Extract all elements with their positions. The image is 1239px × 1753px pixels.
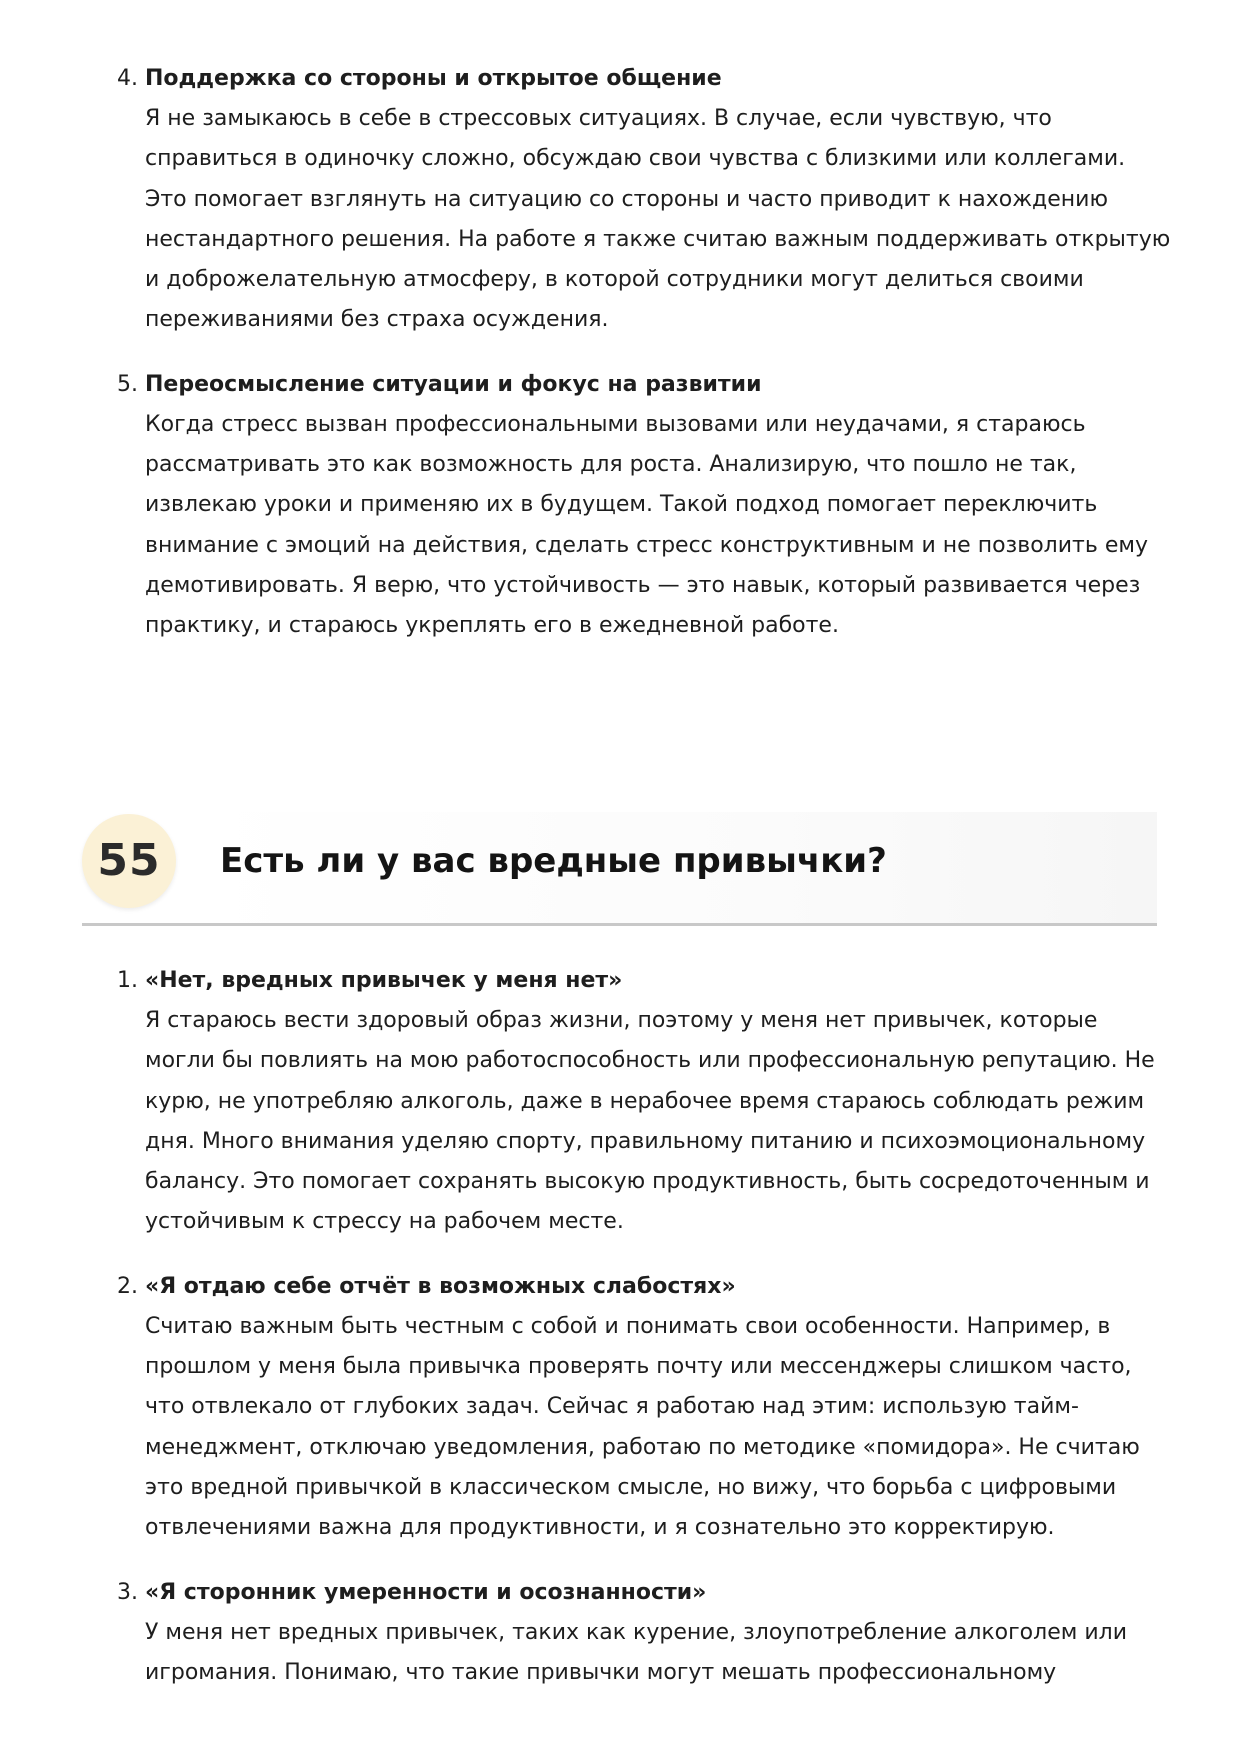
item-number: 5. [117,371,138,397]
item-number: 2. [117,1273,138,1299]
text-line: Когда стресс вызван профессиональными вызовами или неудачами, я стараюсь [145,411,1086,437]
text-line: переживаниями без страха осуждения. [145,307,609,333]
item-title: Переосмысление ситуации и фокус на развитии [145,371,762,397]
text-line: менеджмент, отключаю уведомления, работаю по методике «помидора». Не считаю [145,1434,1140,1460]
text-line: Считаю важным быть честным с собой и понимать свои особенности. Например, в [145,1313,1111,1339]
item-body [145,99,1179,341]
text-line: курю, не употребляю алкоголь, даже в нерабочее время стараюсь соблюдать режим [145,1088,1145,1114]
text-line: Я стараюсь вести здоровый образ жизни, поэтому у меня нет привычек, которые [145,1008,1098,1033]
item-title: «Нет, вредных привычек у меня нет» [145,968,623,993]
text-line: что отвлекало от глубоких задач. Сейчас я работаю над этим: использую тайм- [145,1394,1079,1420]
text-line: нестандартного решения. На работе я также считаю важным поддерживать открытую [145,226,1171,252]
text-line: извлекаю уроки и применяю их в будущем. Такой подход помогает переключить [145,492,1098,518]
item-title: Поддержка со стороны и открытое общение [145,66,722,91]
item-body [145,1001,1179,1243]
question-title: Есть ли у вас вредные привычки? [220,841,887,881]
item-title: «Я сторонник умеренности и осознанности» [145,1579,707,1605]
text-line: прошлом у меня была привычка проверять почту или мессенджеры слишком часто, [145,1354,1132,1380]
text-line: внимание с эмоций на действия, сделать стресс конструктивным и не позволить ему [145,532,1148,558]
text-line: и доброжелательную атмосферу, в которой сотрудники могут делиться своими [145,267,1084,293]
text-line: справиться в одиночку сложно, обсуждаю свои чувства с близкими или коллегами. [145,146,1126,172]
text-line: практику, и стараюсь укреплять его в ежедневной работе. [145,613,839,639]
text-line: демотивировать. Я верю, что устойчивость — это навык, который развивается через [145,572,1141,598]
answer-list [0,961,1239,1693]
item-title: «Я отдаю себе отчёт в возможных слабостях» [145,1273,736,1299]
previous-answer-list [0,59,1239,647]
text-line: рассматривать это как возможность для роста. Анализирую, что пошло не так, [145,452,1077,478]
item-body [145,1307,1179,1549]
list-item [0,961,1239,1243]
item-number: 3. [117,1579,138,1605]
text-line: игромания. Понимаю, что такие привычки могут мешать профессиональному [145,1659,1057,1685]
item-body [145,1613,1179,1694]
text-line: Я не замыкаюсь в себе в стрессовых ситуациях. В случае, если чувствую, что [145,106,1052,131]
header-divider [82,923,1157,926]
text-line: могли бы повлиять на мою работоспособность или профессиональную репутацию. Не [145,1048,1155,1074]
text-line: дня. Много внимания уделяю спорту, правильному питанию и психоэмоциональному [145,1128,1146,1154]
question-number-badge: 55 [82,814,176,908]
text-line: балансу. Это помогает сохранять высокую продуктивность, быть сосредоточенным и [145,1169,1150,1195]
item-number: 4. [117,66,138,91]
text-line: это вредной привычкой в классическом смысле, но вижу, что борьба с цифровыми [145,1474,1117,1500]
list-item [0,1267,1239,1549]
text-line: устойчивым к стрессу на рабочем месте. [145,1209,624,1235]
list-item [0,365,1239,647]
text-line: Это помогает взглянуть на ситуацию со стороны и часто приводит к нахождению [145,186,1108,212]
item-number: 1. [117,968,138,993]
item-body [145,405,1179,647]
text-line: отвлечениями важна для продуктивности, и я сознательно это корректирую. [145,1515,1055,1541]
list-item [0,1573,1239,1694]
list-item [0,59,1239,341]
text-line: У меня нет вредных привычек, таких как курение, злоупотребление алкоголем или [145,1619,1127,1645]
question-header [82,812,1157,928]
